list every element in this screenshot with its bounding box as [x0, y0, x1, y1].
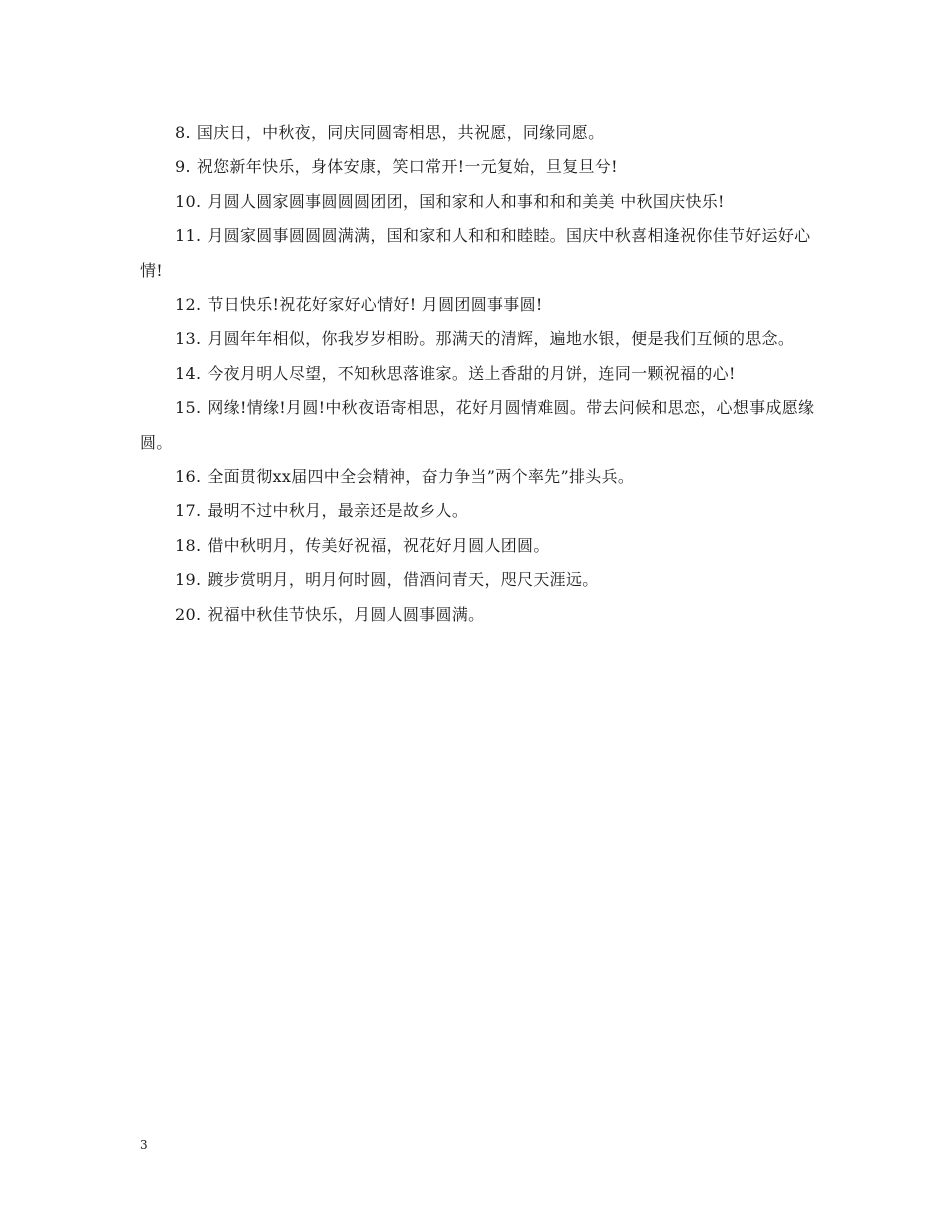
item-text: 月圆家圆事圆圆圆满满，国和家和人和和和睦睦。国庆中秋喜相逢祝你佳节好运好心情! — [140, 226, 811, 280]
item-text: 祝您新年快乐，身体安康，笑口常开!一元复始，旦复旦兮! — [196, 157, 618, 177]
list-item — [140, 563, 820, 597]
list-item — [140, 357, 820, 391]
list-item — [140, 116, 820, 150]
item-number: 19. — [175, 570, 202, 590]
item-number: 9. — [175, 157, 191, 177]
page-number: 3 — [140, 1138, 148, 1152]
item-number: 17. — [175, 501, 202, 521]
list-item — [140, 391, 820, 460]
item-number: 12. — [175, 295, 202, 315]
list-item — [140, 460, 820, 494]
item-text: 今夜月明人尽望，不知秋思落谁家。送上香甜的月饼，连同一颗祝福的心! — [207, 363, 736, 383]
item-number: 8. — [175, 123, 191, 142]
item-text: 月圆年年相似，你我岁岁相盼。那满天的清辉，遍地水银，便是我们互倾的思念。 — [207, 329, 795, 349]
item-text: 节日快乐!祝花好家好心情好! 月圆团圆事事圆! — [207, 295, 543, 315]
item-number: 14. — [175, 363, 202, 383]
list-item — [140, 185, 820, 219]
item-text: 踱步赏明月，明月何时圆，借酒问青天，咫尺天涯远。 — [207, 570, 599, 590]
item-text: 网缘!情缘!月圆!中秋夜语寄相思，花好月圆情难圆。带去问候和思恋，心想事成愿缘圆。 — [140, 398, 815, 452]
list-item — [140, 288, 820, 322]
item-text: 最明不过中秋月，最亲还是故乡人。 — [207, 501, 469, 521]
item-number: 18. — [175, 535, 202, 555]
list-item — [140, 322, 820, 356]
item-text: 祝福中秋佳节快乐，月圆人圆事圆满。 — [207, 604, 485, 624]
item-number: 11. — [175, 226, 202, 246]
item-text: 国庆日，中秋夜，同庆同圆寄相思，共祝愿，同缘同愿。 — [196, 123, 605, 142]
item-number: 10. — [175, 191, 202, 211]
list-item — [140, 494, 820, 528]
document-body — [140, 116, 820, 632]
item-number: 16. — [175, 467, 202, 487]
item-number: 15. — [175, 398, 202, 418]
item-number: 13. — [175, 329, 202, 349]
list-item — [140, 598, 820, 632]
item-text: 月圆人圆家圆事圆圆圆团团，国和家和人和事和和和美美 中秋国庆快乐! — [207, 191, 725, 211]
item-text: 全面贯彻xx届四中全会精神，奋力争当”两个率先”排头兵。 — [207, 467, 635, 487]
item-number: 20. — [175, 604, 202, 624]
list-item — [140, 150, 820, 184]
item-text: 借中秋明月，传美好祝福，祝花好月圆人团圆。 — [207, 535, 550, 555]
list-item — [140, 529, 820, 563]
list-item — [140, 219, 820, 288]
